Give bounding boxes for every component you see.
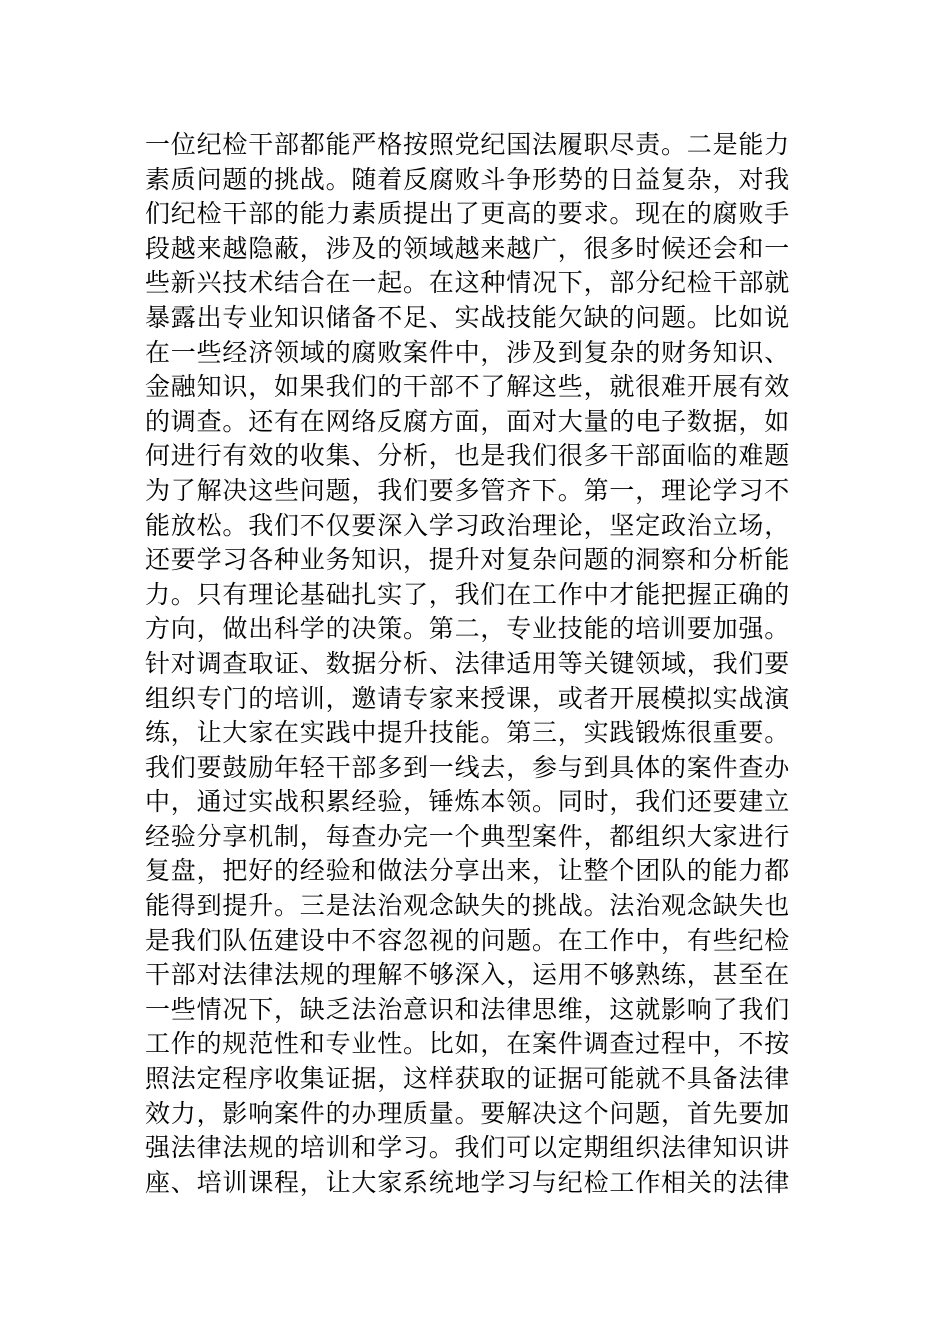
text-line: 暴露出专业知识储备不足、实战技能欠缺的问题。比如说 bbox=[145, 302, 791, 332]
text-line: 些新兴技术结合在一起。在这种情况下，部分纪检干部就 bbox=[145, 268, 791, 298]
text-line: 我们要鼓励年轻干部多到一线去，参与到具体的案件查办 bbox=[145, 752, 791, 782]
text-line: 一些情况下，缺乏法治意识和法律思维，这就影响了我们 bbox=[145, 994, 791, 1024]
body-text bbox=[145, 128, 810, 1200]
text-line: 金融知识，如果我们的干部不了解这些，就很难开展有效 bbox=[145, 372, 791, 402]
text-line: 工作的规范性和专业性。比如，在案件调查过程中，不按 bbox=[145, 1029, 791, 1059]
text-line: 一位纪检干部都能严格按照党纪国法履职尽责。二是能力 bbox=[145, 130, 791, 159]
text-line: 效力，影响案件的办理质量。要解决这个问题，首先要加 bbox=[145, 1098, 791, 1128]
text-line: 针对调查取证、数据分析、法律适用等关键领域，我们要 bbox=[145, 648, 791, 678]
text-line: 在一些经济领域的腐败案件中，涉及到复杂的财务知识、 bbox=[145, 337, 791, 367]
text-line: 还要学习各种业务知识，提升对复杂问题的洞察和分析能 bbox=[145, 545, 791, 575]
text-line: 经验分享机制，每查办完一个典型案件，都组织大家进行 bbox=[145, 821, 791, 851]
text-line: 何进行有效的收集、分析，也是我们很多干部面临的难题 bbox=[145, 441, 791, 471]
text-line: 们纪检干部的能力素质提出了更高的要求。现在的腐败手 bbox=[145, 199, 791, 229]
text-line: 为了解决这些问题，我们要多管齐下。第一，理论学习不 bbox=[145, 475, 791, 505]
text-line: 照法定程序收集证据，这样获取的证据可能就不具备法律 bbox=[145, 1064, 791, 1094]
text-line: 方向，做出科学的决策。第二，专业技能的培训要加强。 bbox=[145, 614, 791, 644]
text-line: 复盘，把好的经验和做法分享出来，让整个团队的能力都 bbox=[145, 856, 791, 886]
text-line: 强法律法规的培训和学习。我们可以定期组织法律知识讲 bbox=[145, 1133, 791, 1163]
text-line: 座、培训课程，让大家系统地学习与纪检工作相关的法律 bbox=[145, 1167, 791, 1197]
text-line: 力。只有理论基础扎实了，我们在工作中才能把握正确的 bbox=[145, 579, 791, 609]
text-line: 素质问题的挑战。随着反腐败斗争形势的日益复杂，对我 bbox=[145, 164, 791, 194]
text-line: 是我们队伍建设中不容忽视的问题。在工作中，有些纪检 bbox=[145, 925, 791, 955]
text-line: 练，让大家在实践中提升技能。第三，实践锻炼很重要。 bbox=[145, 718, 791, 748]
text-line: 组织专门的培训，邀请专家来授课，或者开展模拟实战演 bbox=[145, 683, 791, 713]
text-line: 的调查。还有在网络反腐方面，面对大量的电子数据，如 bbox=[145, 406, 791, 436]
text-line: 段越来越隐蔽，涉及的领域越来越广，很多时候还会和一 bbox=[145, 233, 791, 263]
text-line: 能放松。我们不仅要深入学习政治理论，坚定政治立场， bbox=[145, 510, 791, 540]
text-line: 能得到提升。三是法治观念缺失的挑战。法治观念缺失也 bbox=[145, 891, 791, 921]
text-line: 中，通过实战积累经验，锤炼本领。同时，我们还要建立 bbox=[145, 787, 791, 817]
text-line: 干部对法律法规的理解不够深入，运用不够熟练，甚至在 bbox=[145, 960, 791, 990]
